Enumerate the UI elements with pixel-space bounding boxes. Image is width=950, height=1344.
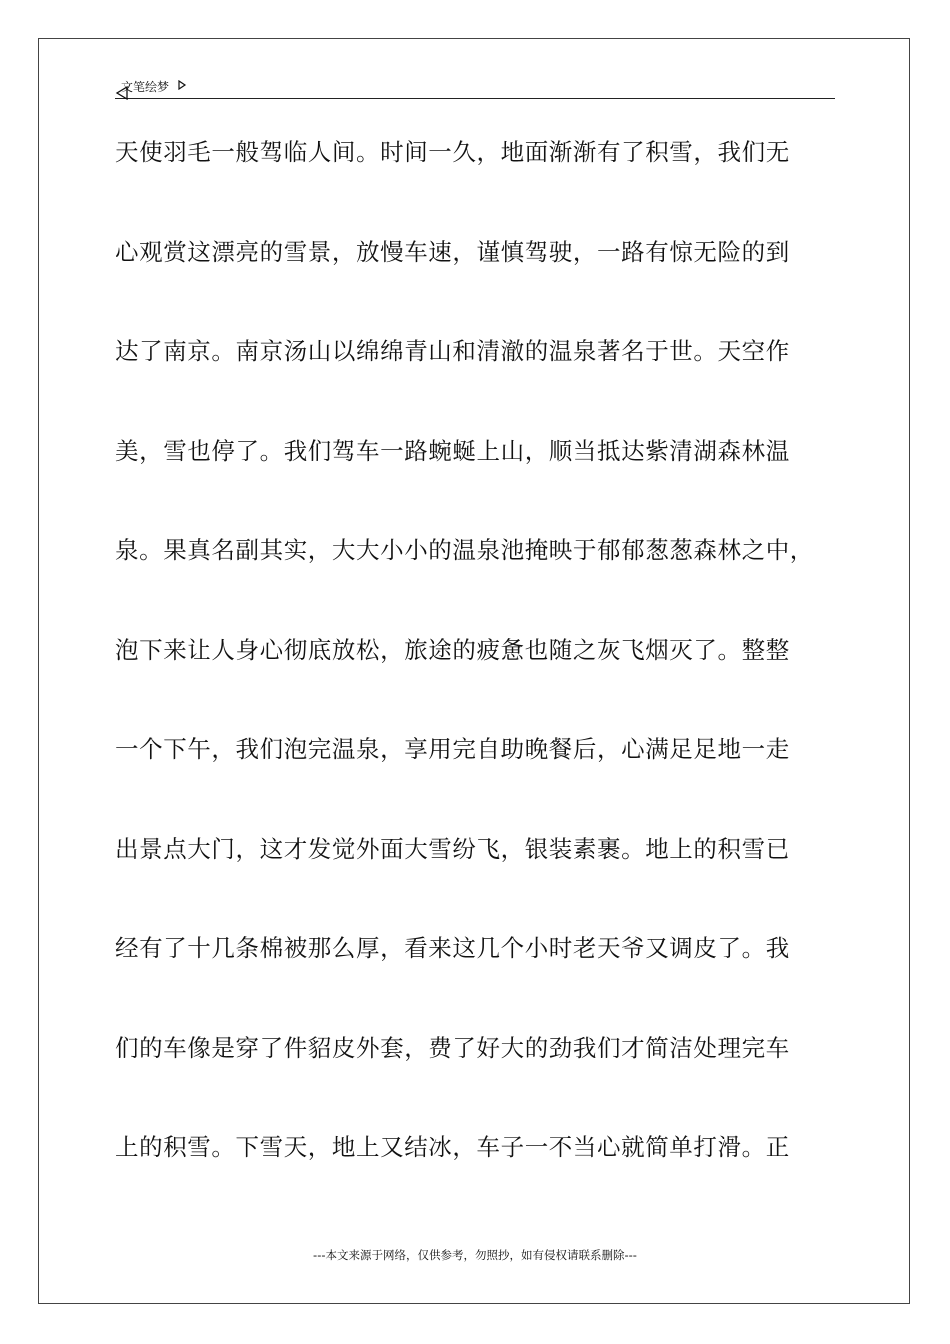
- text-line: 心观赏这漂亮的雪景，放慢车速，谨慎驾驶，一路有惊无险的到: [115, 237, 790, 266]
- text-line: 天使羽毛一般驾临人间。时间一久，地面渐渐有了积雪，我们无: [115, 138, 790, 166]
- text-line: 一个下午，我们泡完温泉，享用完自助晚餐后，心满足足地一走: [115, 735, 790, 763]
- document-body: [115, 128, 845, 1223]
- text-line: 上的积雪。下雪天，地上又结冰，车子一不当心就简单打滑。正: [115, 1133, 790, 1161]
- page-header: [115, 74, 835, 99]
- text-line: 达了南京。南京汤山以绵绵青山和清澈的温泉著名于世。天空作: [115, 337, 790, 365]
- text-line: 泉。果真名副其实，大大小小的温泉池掩映于郁郁葱葱森林之中，: [115, 536, 814, 564]
- text-line: 美，雪也停了。我们驾车一路蜿蜒上山，顺当抵达紫清湖森林温: [115, 436, 790, 465]
- text-line: 们的车像是穿了件貂皮外套，费了好大的劲我们才简洁处理完车: [115, 1033, 790, 1062]
- text-line: 出景点大门，这才发觉外面大雪纷飞，银装素裹。地上的积雪已: [115, 834, 790, 863]
- text-line: 泡下来让人身心彻底放松，旅途的疲惫也随之灰飞烟灭了。整整: [115, 635, 790, 664]
- header-title: 文笔绘梦: [121, 79, 170, 94]
- text-line: 经有了十几条棉被那么厚，看来这几个小时老天爷又调皮了。我: [115, 934, 790, 962]
- page-footer: ---本文来源于网络，仅供参考，勿照抄，如有侵权请联系删除---: [313, 1248, 637, 1262]
- triangle-right-icon: [177, 79, 187, 93]
